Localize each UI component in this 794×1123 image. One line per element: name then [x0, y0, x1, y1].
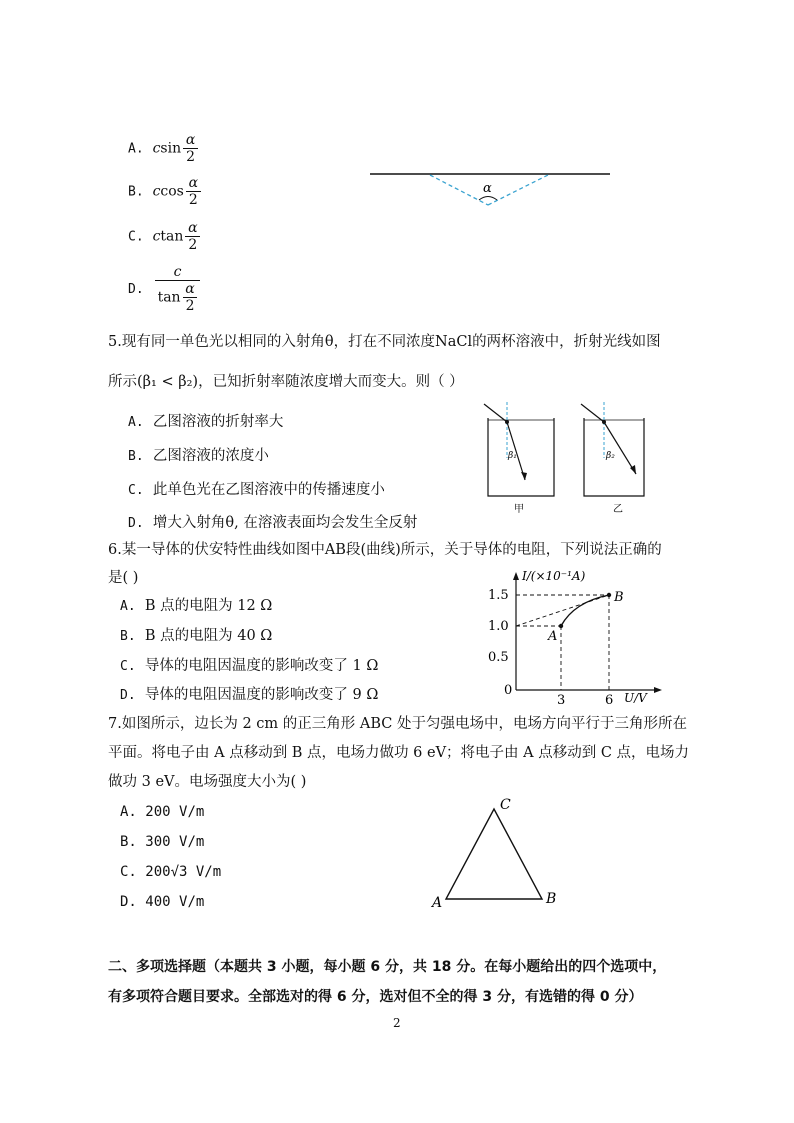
beaker-left: [488, 418, 554, 496]
point-b-dot: [607, 593, 611, 597]
point-a-label: A: [548, 629, 558, 644]
q6-option-c: C. 导体的电阻因温度的影响改变了 1 Ω: [120, 658, 379, 674]
y-axis-label: I/(×10⁻¹A): [522, 569, 586, 583]
fraction: $\frac{\alpha}{2}$: [185, 220, 200, 253]
ray-left: [430, 175, 488, 205]
q7-stem-line2: 平面。将电子由 A 点移动到 B 点，电场力做功 6 eV；将电子由 A 点移动到 C 点，电场力: [108, 745, 690, 761]
q7-stem-line1: 7.如图所示，边长为 2 cm 的正三角形 ABC 处于匀强电场中，电场方向平行于三角形所在: [108, 716, 687, 732]
fraction: $\frac{\alpha}{2}$: [186, 175, 201, 208]
q5-option-d: D. 增大入射角θ, 在溶液表面均会发生全反射: [128, 515, 418, 531]
origin-to-b-dashed: [516, 595, 609, 626]
q5-refraction-figure: [470, 398, 660, 516]
point-b-label: B: [614, 590, 624, 605]
q6-option-d: D. 导体的电阻因温度的影响改变了 9 Ω: [120, 687, 379, 703]
q6-option-a: A. B 点的电阻为 12 Ω: [120, 598, 273, 614]
q5-option-c: C. 此单色光在乙图溶液中的传播速度小: [128, 482, 385, 498]
inner-fraction: $\frac{\alpha}{2}$: [183, 281, 198, 314]
vertex-a-label: A: [432, 895, 443, 910]
ray-right: [488, 175, 548, 205]
incident-point-left: [505, 420, 509, 424]
page-number: 2: [393, 1016, 401, 1030]
q6-option-b: B. B 点的电阻为 40 Ω: [120, 628, 273, 644]
q5-stem-line2: 所示(β₁ < β₂)，已知折射率随浓度增大而变大。则（ ）: [108, 374, 464, 390]
y-tick-1-5: 1.5: [488, 588, 509, 603]
origin-label: 0: [504, 683, 513, 698]
left-caption: 甲: [514, 504, 524, 515]
refracted-ray-right: [604, 422, 636, 474]
beta1-label: β₁: [508, 451, 517, 461]
angle-arc: [479, 197, 497, 201]
q7-stem-line3: 做功 3 eV。电场强度大小为( ): [108, 774, 307, 790]
right-caption: 乙: [613, 504, 623, 515]
q6-iv-chart: [476, 568, 666, 706]
beta2-label: β₂: [606, 451, 615, 461]
vertex-b-label: B: [546, 891, 557, 907]
q6-stem-line1: 6.某一导体的伏安特性曲线如图中AB段(曲线)所示，关于导体的电阻，下列说法正确的: [108, 542, 662, 558]
q5-stem-line1: 5.现有同一单色光以相同的入射角θ，打在不同浓度NaCl的两杯溶液中，折射光线如图: [108, 334, 661, 350]
q4-option-d: D. c tan $\frac{\alpha}{2}$: [128, 264, 200, 314]
point-a-dot: [559, 624, 563, 628]
section2-heading-line1: 二、多项选择题（本题共 3 小题，每小题 6 分，共 18 分。在每小题给出的四个选项中，: [108, 959, 667, 975]
triangle-abc: [446, 809, 542, 899]
q5-option-a: A. 乙图溶液的折射率大: [128, 414, 284, 430]
y-tick-0-5: 0.5: [488, 650, 509, 665]
incident-point-right: [602, 420, 606, 424]
q7-option-c: C. 200√3 V/m: [120, 864, 222, 880]
x-tick-3: 3: [557, 693, 566, 706]
q7-option-d: D. 400 V/m: [120, 894, 205, 910]
fraction: $\frac{\alpha}{2}$: [183, 132, 198, 165]
ab-curve: [561, 595, 609, 626]
fraction: c tan $\frac{\alpha}{2}$: [155, 264, 201, 314]
y-tick-1-0: 1.0: [488, 619, 509, 634]
q6-stem-line2: 是( ): [108, 570, 139, 586]
x-axis-label: U/V: [624, 691, 647, 705]
x-tick-6: 6: [605, 693, 614, 706]
y-axis-arrow: [513, 572, 519, 580]
q4-option-b: B. ccos $\frac{\alpha}{2}$: [128, 175, 201, 208]
section2-heading-line2: 有多项符合题目要求。全部选对的得 6 分，选对但不全的得 3 分，有选错的得 0 分）: [108, 989, 643, 1005]
vertex-c-label: C: [500, 797, 511, 813]
q5-option-b: B. 乙图溶液的浓度小: [128, 448, 269, 464]
q4-reflection-figure: [365, 165, 615, 215]
q4-option-c: C. ctan $\frac{\alpha}{2}$: [128, 220, 200, 253]
q7-option-b: B. 300 V/m: [120, 834, 205, 850]
angle-label: α: [483, 181, 492, 196]
q7-triangle-figure: [428, 795, 568, 910]
q7-option-a: A. 200 V/m: [120, 804, 205, 820]
x-axis-arrow: [654, 687, 662, 693]
q4-option-a: A. csin $\frac{\alpha}{2}$: [128, 132, 198, 165]
